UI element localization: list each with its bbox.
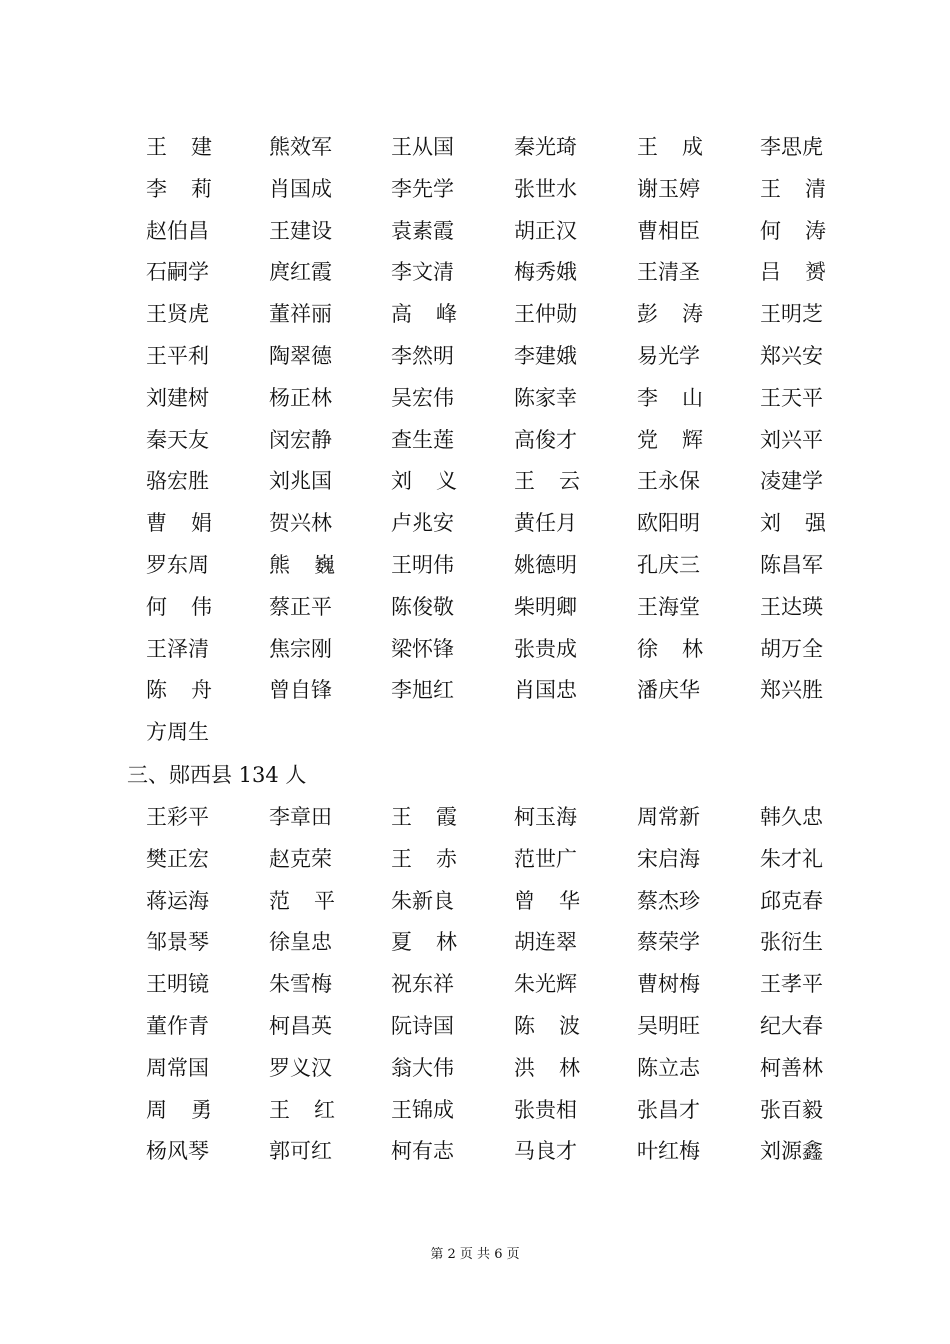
name-cell: 朱光辉	[514, 972, 577, 997]
name-cell: 陈昌军	[760, 553, 823, 577]
name-cell: 邱克春	[760, 888, 823, 913]
name-cell: 查生莲	[391, 427, 454, 452]
name-cell: 李章田	[269, 805, 332, 829]
name-cell: 蔡正平	[269, 594, 332, 619]
name-cell: 曹相臣	[637, 218, 700, 243]
name-cell: 李 莉	[146, 176, 212, 201]
name-cell: 潘庆华	[637, 678, 700, 703]
name-cell: 朱才礼	[760, 846, 823, 871]
name-cell: 卢兆安	[391, 511, 454, 536]
name-cell: 王平利	[146, 344, 209, 368]
name-cell: 王锦成	[391, 1097, 454, 1122]
name-cell: 姚德明	[514, 553, 577, 577]
name-cell: 陈 舟	[146, 678, 212, 703]
name-cell: 秦天友	[146, 427, 209, 452]
name-row	[0, 550, 950, 592]
name-cell: 秦光琦	[514, 135, 577, 159]
name-cell: 焦宗刚	[269, 636, 332, 661]
name-cell: 袁素霞	[391, 218, 454, 243]
name-cell: 高俊才	[514, 427, 577, 452]
name-cell: 张百毅	[760, 1097, 823, 1122]
name-cell: 吕 赟	[760, 260, 826, 285]
name-cell: 陈 波	[514, 1014, 580, 1038]
name-cell: 刘源鑫	[760, 1139, 823, 1164]
name-cell: 肖国忠	[514, 678, 577, 703]
name-cell: 肖国成	[269, 176, 332, 201]
name-row	[0, 675, 950, 717]
name-cell: 陈俊敬	[391, 594, 454, 619]
name-cell: 陈家幸	[514, 385, 577, 410]
name-cell: 刘 义	[391, 469, 457, 494]
name-row	[0, 216, 950, 258]
name-cell: 陶翠德	[269, 344, 332, 368]
name-cell: 朱新良	[391, 888, 454, 913]
name-cell: 赵克荣	[269, 846, 332, 871]
name-cell: 徐 林	[637, 636, 703, 661]
name-cell: 王贤虎	[146, 302, 209, 327]
name-cell: 易光学	[637, 344, 700, 368]
name-row	[0, 969, 950, 1011]
name-cell: 曹 娟	[146, 511, 212, 536]
name-row	[0, 592, 950, 634]
name-cell: 洪 林	[514, 1055, 580, 1080]
name-cell: 黄任月	[514, 511, 577, 536]
name-cell: 郭可红	[269, 1139, 332, 1164]
name-cell: 王孝平	[760, 972, 823, 997]
name-cell: 何 伟	[146, 594, 212, 619]
name-cell: 王明伟	[391, 553, 454, 577]
name-cell: 闵宏静	[269, 427, 332, 452]
name-cell: 张世水	[514, 176, 577, 201]
name-row	[0, 844, 950, 886]
name-cell: 熊效军	[269, 135, 332, 159]
name-cell: 樊正宏	[146, 846, 209, 871]
name-cell: 王 建	[146, 135, 212, 159]
name-row	[0, 1053, 950, 1095]
name-cell: 胡连翠	[514, 930, 577, 955]
name-cell: 王明芝	[760, 302, 823, 327]
name-cell: 阮诗国	[391, 1014, 454, 1038]
name-cell: 蔡杰珍	[637, 888, 700, 913]
name-cell: 柯昌英	[269, 1014, 332, 1038]
name-cell: 叶红梅	[637, 1139, 700, 1164]
name-cell: 陈立志	[637, 1055, 700, 1080]
name-cell: 欧阳明	[637, 511, 700, 536]
name-cell: 王 霞	[391, 805, 457, 829]
name-cell: 蔡荣学	[637, 930, 700, 955]
name-cell: 邹景琴	[146, 930, 209, 955]
name-cell: 王彩平	[146, 805, 209, 829]
name-row	[0, 174, 950, 216]
name-cell: 李先学	[391, 176, 454, 201]
name-cell: 高 峰	[391, 302, 457, 327]
name-row	[0, 717, 950, 759]
name-cell: 王天平	[760, 385, 823, 410]
name-cell: 刘兴平	[760, 427, 823, 452]
name-cell: 纪大春	[760, 1014, 823, 1038]
name-cell: 彭 涛	[637, 302, 703, 327]
name-cell: 吴明旺	[637, 1014, 700, 1038]
name-cell: 李然明	[391, 344, 454, 368]
name-cell: 曾自锋	[269, 678, 332, 703]
name-cell: 杨正林	[269, 385, 332, 410]
name-cell: 庹红霞	[269, 260, 332, 285]
name-cell: 杨风琴	[146, 1139, 209, 1164]
name-cell: 罗东周	[146, 553, 209, 577]
name-cell: 胡万全	[760, 636, 823, 661]
name-cell: 刘兆国	[269, 469, 332, 494]
name-cell: 李旭红	[391, 678, 454, 703]
name-cell: 朱雪梅	[269, 972, 332, 997]
name-cell: 王仲勋	[514, 302, 577, 327]
name-cell: 梅秀娥	[514, 260, 577, 285]
name-row	[0, 634, 950, 676]
name-cell: 张贵成	[514, 636, 577, 661]
name-cell: 党 辉	[637, 427, 703, 452]
name-cell: 李思虎	[760, 135, 823, 159]
name-cell: 王建设	[269, 218, 332, 243]
name-row	[0, 466, 950, 508]
name-cell: 祝东祥	[391, 972, 454, 997]
name-cell: 孔庆三	[637, 553, 700, 577]
name-cell: 王 云	[514, 469, 580, 494]
name-cell: 罗义汉	[269, 1055, 332, 1080]
name-row	[0, 1011, 950, 1053]
name-cell: 夏 林	[391, 930, 457, 955]
name-cell: 贺兴林	[269, 511, 332, 536]
name-cell: 熊 巍	[269, 553, 335, 577]
name-cell: 石嗣学	[146, 260, 209, 285]
name-row	[0, 927, 950, 969]
name-cell: 王 赤	[391, 846, 457, 871]
name-cell: 王从国	[391, 135, 454, 159]
name-cell: 郑兴安	[760, 344, 823, 368]
name-cell: 曾 华	[514, 888, 580, 913]
name-cell: 王泽清	[146, 636, 209, 661]
name-cell: 周常新	[637, 805, 700, 829]
name-cell: 李 山	[637, 385, 703, 410]
name-row	[0, 257, 950, 299]
name-cell: 吴宏伟	[391, 385, 454, 410]
name-cell: 范世广	[514, 846, 577, 871]
page-footer: 第 2 页 共 6 页	[430, 1247, 520, 1262]
name-cell: 王 成	[637, 135, 703, 159]
name-cell: 董作青	[146, 1014, 209, 1038]
name-row	[0, 508, 950, 550]
name-cell: 王 红	[269, 1097, 335, 1122]
name-cell: 张贵相	[514, 1097, 577, 1122]
name-cell: 翁大伟	[391, 1055, 454, 1080]
name-cell: 柯有志	[391, 1139, 454, 1164]
name-cell: 王明镜	[146, 972, 209, 997]
name-row	[0, 383, 950, 425]
name-row	[0, 341, 950, 383]
name-cell: 刘建树	[146, 385, 209, 410]
name-row	[0, 1136, 950, 1178]
name-cell: 周常国	[146, 1055, 209, 1080]
name-cell: 何 涛	[760, 218, 826, 243]
name-row	[0, 886, 950, 928]
name-cell: 方周生	[146, 720, 209, 745]
name-cell: 王永保	[637, 469, 700, 494]
name-cell: 李建娥	[514, 344, 577, 368]
name-cell: 郑兴胜	[760, 678, 823, 703]
name-row	[0, 299, 950, 341]
name-cell: 谢玉婷	[637, 176, 700, 201]
section-heading: 三、郧西县 134 人	[127, 763, 307, 787]
name-cell: 徐皇忠	[269, 930, 332, 955]
name-cell: 梁怀锋	[391, 636, 454, 661]
name-cell: 胡正汉	[514, 218, 577, 243]
name-cell: 王清圣	[637, 260, 700, 285]
name-cell: 范 平	[269, 888, 335, 913]
name-cell: 赵伯昌	[146, 218, 209, 243]
name-cell: 董祥丽	[269, 302, 332, 327]
name-row	[0, 1095, 950, 1137]
name-cell: 李文清	[391, 260, 454, 285]
name-cell: 宋启海	[637, 846, 700, 871]
name-cell: 柯玉海	[514, 805, 577, 829]
name-cell: 张衍生	[760, 930, 823, 955]
name-cell: 马良才	[514, 1139, 577, 1164]
name-cell: 王 清	[760, 176, 826, 201]
name-cell: 柯善林	[760, 1055, 823, 1080]
name-cell: 周 勇	[146, 1097, 212, 1122]
name-cell: 张昌才	[637, 1097, 700, 1122]
name-cell: 王海堂	[637, 594, 700, 619]
name-cell: 韩久忠	[760, 805, 823, 829]
name-row	[0, 802, 950, 844]
name-cell: 曹树梅	[637, 972, 700, 997]
name-row	[0, 132, 950, 174]
name-cell: 骆宏胜	[146, 469, 209, 494]
name-cell: 柴明卿	[514, 594, 577, 619]
name-cell: 凌建学	[760, 469, 823, 494]
name-cell: 王达瑛	[760, 594, 823, 619]
name-cell: 蒋运海	[146, 888, 209, 913]
name-row	[0, 425, 950, 467]
name-cell: 刘 强	[760, 511, 826, 536]
